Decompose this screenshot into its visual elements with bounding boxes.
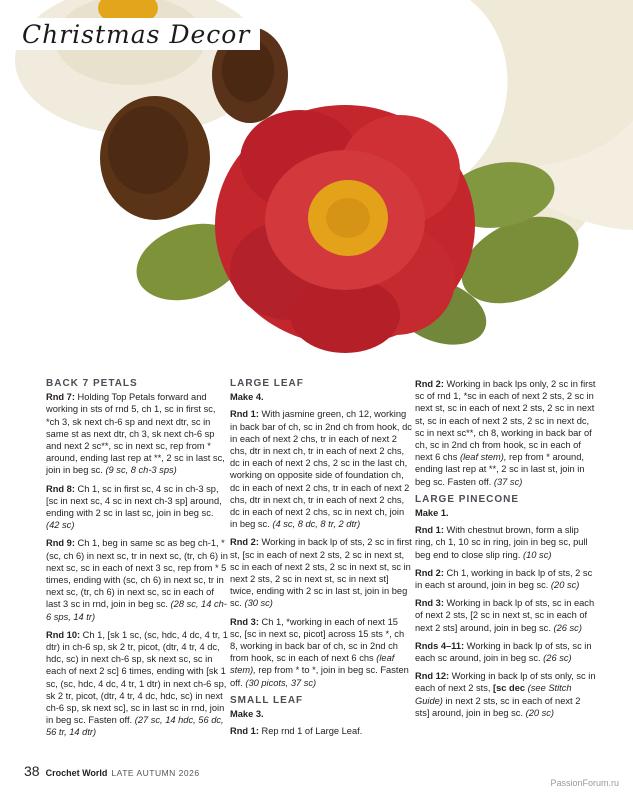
heading-back-7-petals: BACK 7 PETALS bbox=[46, 378, 138, 389]
heading-large-pinecone: LARGE PINECONE bbox=[415, 493, 520, 505]
make-count-small-leaf: Make 3. bbox=[230, 709, 264, 720]
heading-large-leaf: LARGE LEAF bbox=[230, 378, 304, 389]
column-1 bbox=[46, 378, 228, 745]
instruction-pinecone-rnd-2: Rnd 2: Ch 1, working in back lp of sts, 2 sc in each st around, join in beg sc. (20 sc) bbox=[415, 567, 593, 591]
page-footer bbox=[24, 763, 200, 779]
instruction-small-leaf-rnd-1: Rnd 1: Rep rnd 1 of Large Leaf. bbox=[230, 726, 363, 737]
instruction-rnd-10: Rnd 10: Ch 1, [sk 1 sc, (sc, hdc, 4 dc, 4 tr, 1 dtr) in ch-6 sp, sk 2 tr, picot, (dtr, 4 tr, 4 dc, hdc, sc) in next ch-6 sp, sk next sc, sc in each of next 2 sc] 6 times, ending with [sk 1 sc, (sc, hdc, 4 dc, 4 tr, 1 dtr) in next ch-6 sp, sk 2 tr, picot, (dtr, 4 tr, 4 dc, hdc, sc) in next ch-6 sp, sk next sc], sc in last sc in rnd, join in beg sc. Fasten off. (27 sc, 14 hdc, 56 dc, 56 tr, 14 dtr) bbox=[46, 629, 228, 738]
instruction-rnd-7: Rnd 7: Holding Top Petals forward and working in sts of rnd 5, ch 1, sc in first sc, *ch 3, sk next ch-6 sp and next dtr, sc in same st as next dtr, ch 3, sk next ch-6 sp and next 2 sc**, sc in next sc, rep from * around, ending last rep at **, 2 sc in last sc, join in beg sc. (9 sc, 8 ch-3 sps) bbox=[46, 392, 225, 476]
column-3 bbox=[415, 378, 597, 725]
make-count-large-pinecone: Make 1. bbox=[415, 508, 449, 519]
issue-label: LATE AUTUMN 2026 bbox=[111, 768, 200, 778]
instruction-small-leaf-rnd-2: Rnd 2: Working in back lps only, 2 sc in first sc of rnd 1, *sc in each of next 2 sts, 2 sc in next st, sc in each of next 2 sts, 2 sc in next st, sc in each of next 2 sts, 2 sc in next dc, sc in next sc**, ch 8, working in back bar of ch, sc in 2nd ch from hook, sc in each of next 6 chs (leaf stem), rep from * around, ending last rep at **, 2 sc in last st, join in beg sc. Fasten off. (37 sc) bbox=[415, 379, 596, 487]
instruction-large-leaf-rnd-2: Rnd 2: Working in back lp of sts, 2 sc in first st, [sc in each of next 2 sts, 2 sc in next st, sc in each of next 2 sts, 2 sc in next st, sc in next 2 sts, 2 sc in next st, sc in next st] twice, ending with 2 sc in last st, join in beg sc. (30 sc) bbox=[230, 537, 412, 609]
section-title: Christmas Decor bbox=[14, 18, 260, 50]
wreath-photo bbox=[0, 0, 633, 372]
make-count-large-leaf: Make 4. bbox=[230, 392, 264, 403]
instruction-rnd-9: Rnd 9: Ch 1, beg in same sc as beg ch-1, *(sc, ch 6) in next sc, tr in next sc, (tr, ch 6) in next sc, sc in each of next 3 sc, rep from * 5 times, ending with (sc, ch 6) in next sc, tr in next sc, (tr, ch 6) in next sc, sc in each of last 3 sc in rnd, join in beg sc. (28 sc, 14 ch-6 sps, 14 tr) bbox=[46, 538, 228, 622]
instruction-large-leaf-rnd-1: Rnd 1: With jasmine green, ch 12, working in back bar of ch, sc in 2nd ch from hook, dc in each of next 2 chs, tr in each of next 2 chs, dtr in next ch, tr in each of next 2 chs, dc in each of next 2 chs, 2 sc in the last ch, working on opposite side of foundation ch, dc in each of next 2 chs, tr in each of next 2 chs, dtr in next ch, tr in each of next 2 chs, dc in each of next 2 chs, sc in next ch, join in beg sc. (4 sc, 8 dc, 8 tr, 2 dtr) bbox=[230, 409, 412, 530]
instruction-large-leaf-rnd-3: Rnd 3: Ch 1, *working in each of next 15 sc, [sc in next sc, picot] across 15 sts *, ch 8, working in back bar of ch, sc in 2nd ch from hook, sc in each of next 6 chs (leaf stem), rep from * to *, join in beg sc. Fasten off. (30 picots, 37 sc) bbox=[230, 616, 409, 688]
instruction-pinecone-rnd-12: Rnd 12: Working in back lp of sts only, sc in each of next 2 sts, [sc dec (see Stitch Guide) in next 2 sts, sc in each of next 2 sts] around, join in beg sc. (20 sc) bbox=[415, 671, 596, 718]
heading-small-leaf: SMALL LEAF bbox=[230, 694, 304, 706]
watermark: PassionForum.ru bbox=[550, 778, 619, 788]
instruction-rnd-8: Rnd 8: Ch 1, sc in first sc, 4 sc in ch-3 sp, [sc in next sc, 4 sc in next ch-3 sp] around, ending with 2 sc in last sc, join in beg sc. (42 sc) bbox=[46, 483, 222, 531]
column-2 bbox=[230, 378, 412, 743]
instruction-pinecone-rnds-4-11: Rnds 4–11: Working in back lp of sts, sc in each sc around, join in beg sc. (26 sc) bbox=[415, 640, 592, 664]
instruction-pinecone-rnd-3: Rnd 3: Working in back lp of sts, sc in each of next 2 sts, [2 sc in next st, sc in each of next 2 sts] around, join in beg sc. (26 sc) bbox=[415, 598, 595, 633]
magazine-name: Crochet World bbox=[45, 768, 108, 778]
page-number: 38 bbox=[24, 763, 40, 779]
instruction-pinecone-rnd-1: Rnd 1: With chestnut brown, form a slip ring, ch 1, 10 sc in ring, join in beg sc, pull beg end to close slip ring. (10 sc) bbox=[415, 525, 588, 560]
